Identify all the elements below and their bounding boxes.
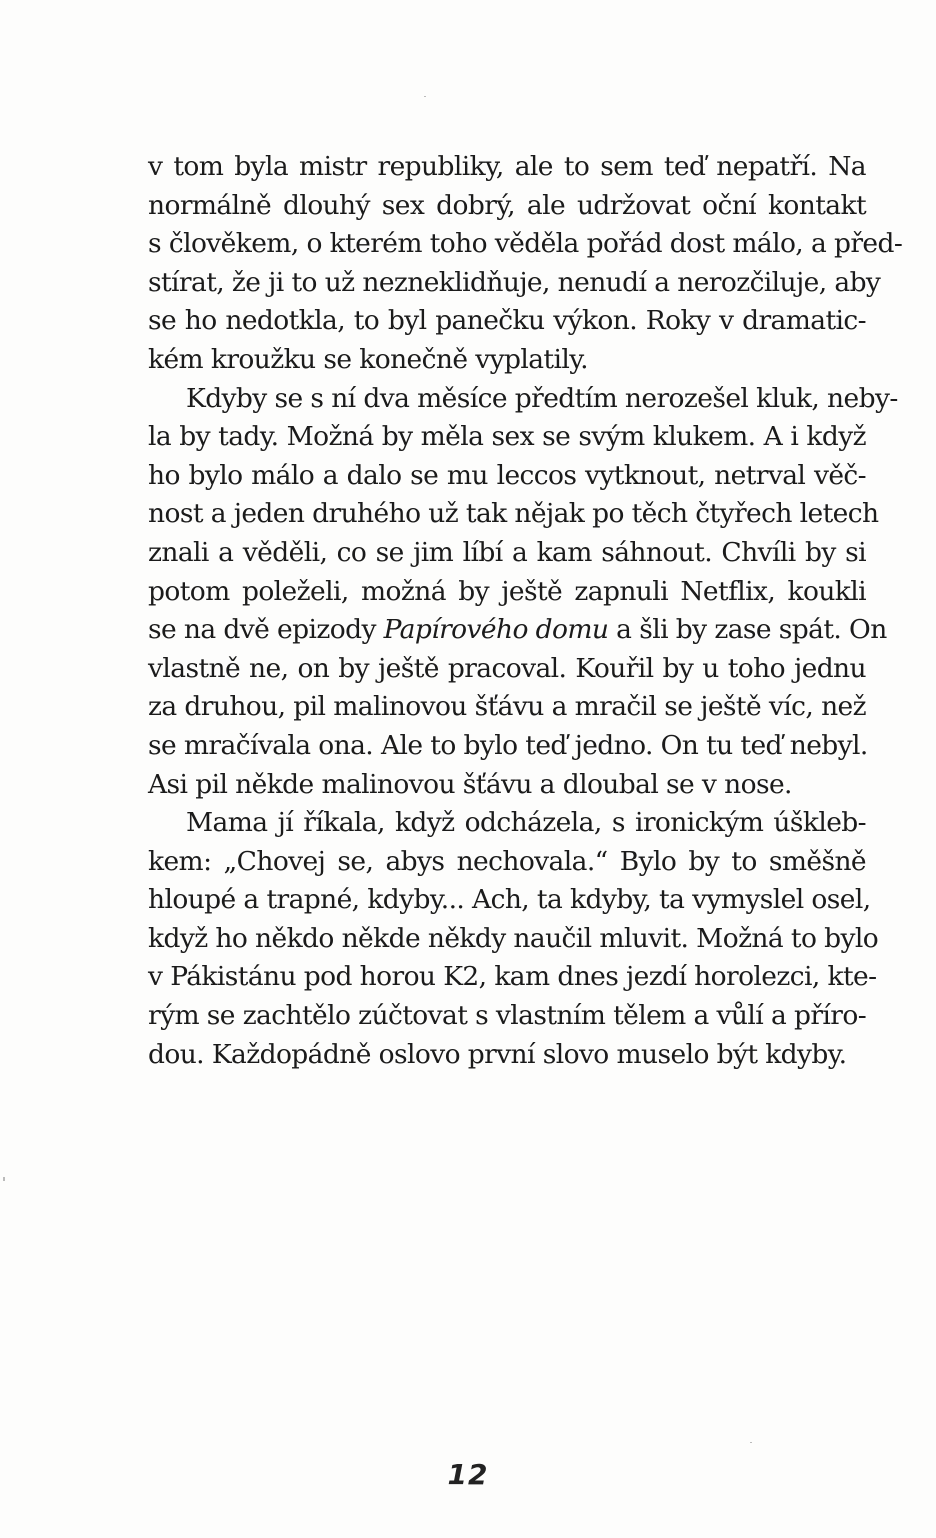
book-title-italic: Papírového domu bbox=[383, 614, 609, 646]
text-line: když ho někdo někde někdy naučil mluvit. Možná to bylo bbox=[148, 922, 879, 954]
text-line: rým se zachtělo zúčtovat s vlastním tělem a vůlí a příro- bbox=[148, 1000, 867, 1032]
text-line: nost a jeden druhého už tak nějak po těch čtyřech letech bbox=[148, 498, 879, 530]
text-line: se mračívala ona. Ale to bylo teď jedno. On tu teď nebyl. bbox=[148, 729, 868, 761]
text-line: v Pákistánu pod horou K2, kam dnes jezdí horolezci, kte- bbox=[148, 961, 877, 993]
text-line: za druhou, pil malinovou šťávu a mračil se ještě víc, než bbox=[148, 691, 866, 723]
text-line: dou. Každopádně oslovo první slovo muselo být kdyby. bbox=[148, 1038, 847, 1070]
text-line: kém kroužku se konečně vyplatily. bbox=[148, 343, 588, 375]
text-line: ho bylo málo a dalo se mu leccos vytknout, netrval věč- bbox=[148, 459, 866, 491]
text-line bbox=[148, 611, 887, 650]
text-line: Kdyby se s ní dva měsíce předtím nerozešel kluk, neby- bbox=[186, 382, 898, 414]
body-text bbox=[148, 148, 903, 1074]
text-line: v tom byla mistr republiky, ale to sem teď nepatří. Na bbox=[148, 151, 866, 182]
text-segment: a šli by zase spát. On bbox=[608, 614, 887, 646]
text-line: znali a věděli, co se jim líbí a kam sáhnout. Chvíli by si bbox=[148, 536, 866, 568]
text-line: hloupé a trapné, kdyby... Ach, ta kdyby, ta vymyslel osel, bbox=[148, 884, 871, 916]
text-line: potom poleželi, možná by ještě zapnuli Netflix, koukli bbox=[148, 575, 866, 607]
text-line: Asi pil někde malinovou šťávu a dloubal se v nose. bbox=[148, 768, 792, 800]
text-line: stírat, že ji to už nezneklidňuje, nenudí a nerozčiluje, aby bbox=[148, 266, 881, 298]
text-line: Mama jí říkala, když odcházela, s ironickým úšklеb- bbox=[186, 807, 866, 839]
page-number: 12 bbox=[447, 1458, 489, 1491]
text-line: kem: „Chovej se, abys nechovala.“ Bylo by to směšně bbox=[148, 845, 866, 877]
text-line: la by tady. Možná by měla sex se svým klukem. A i když bbox=[148, 421, 866, 453]
text-line: s člověkem, o kterém toho věděla pořád dost málo, a před- bbox=[148, 228, 903, 260]
scan-speck bbox=[424, 96, 426, 97]
text-line: se ho nedotkla, to byl panečku výkon. Roky v dramatic- bbox=[148, 305, 866, 337]
text-line: vlastně ne, on by ještě pracoval. Kouřil by u toho jednu bbox=[148, 652, 866, 684]
scan-speck bbox=[750, 1442, 752, 1443]
text-line: normálně dlouhý sex dobrý, ale udržovat oční kontakt bbox=[148, 189, 866, 221]
text-segment: se na dvě epizody bbox=[148, 614, 384, 646]
scan-speck bbox=[3, 1177, 5, 1181]
